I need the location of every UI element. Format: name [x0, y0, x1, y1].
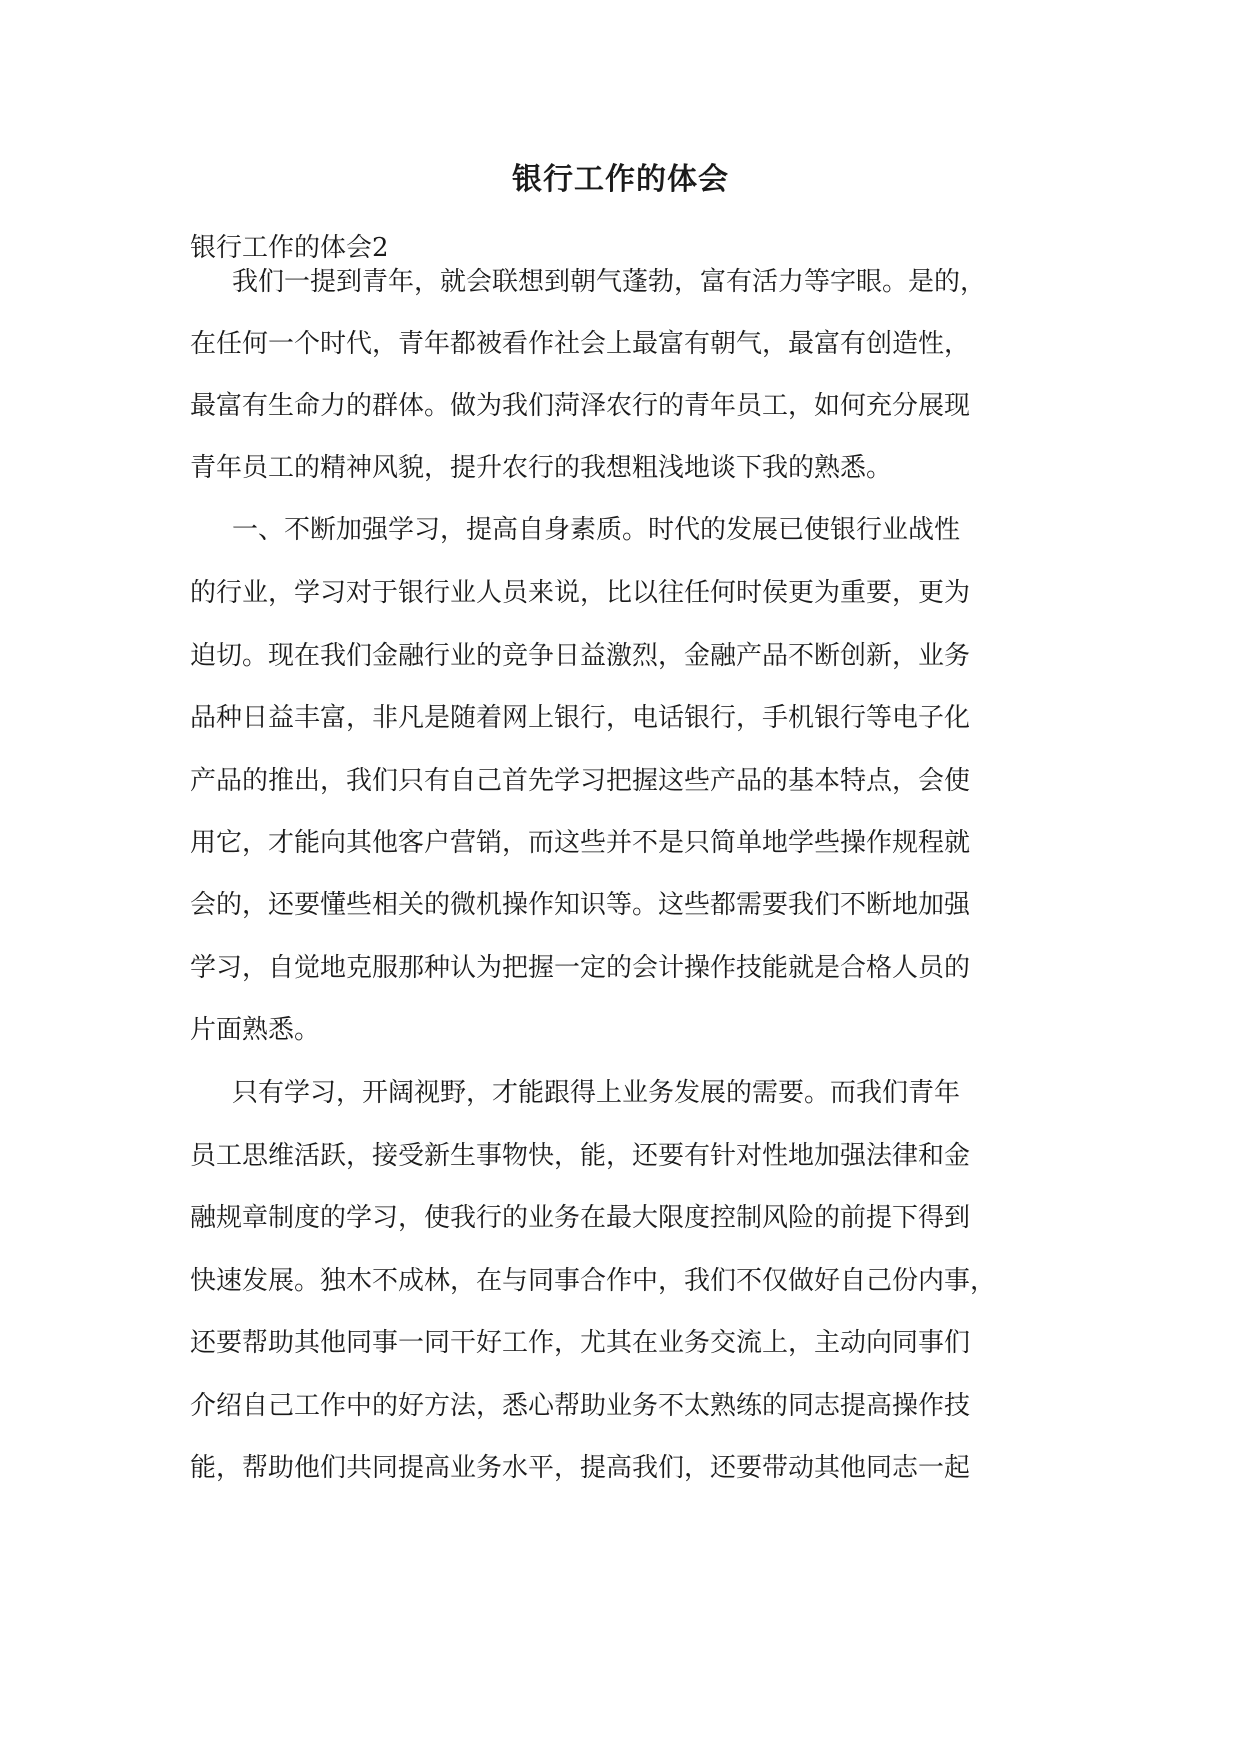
paragraph-line: 产品的推出，我们只有自己首先学习把握这些产品的基本特点，会使 [190, 766, 971, 796]
paragraph-line: 员工思维活跃，接受新生事物快，能，还要有针对性地加强法律和金 [190, 1141, 971, 1171]
paragraph-line: 快速发展。独木不成林，在与同事合作中，我们不仅做好自己份内事， [190, 1266, 997, 1296]
paragraph-line: 学习，自觉地克服那种认为把握一定的会计操作技能就是合格人员的 [190, 953, 971, 983]
paragraph-line: 的行业，学习对于银行业人员来说，比以往任何时侯更为重要，更为 [190, 578, 971, 608]
paragraph-line: 我们一提到青年，就会联想到朝气蓬勃，富有活力等字眼。是的， [232, 267, 987, 297]
paragraph-line: 迫切。现在我们金融行业的竞争日益激烈，金融产品不断创新，业务 [190, 641, 971, 671]
paragraph-line: 用它，才能向其他客户营销，而这些并不是只简单地学些操作规程就 [190, 828, 971, 858]
paragraph-line: 一、不断加强学习，提高自身素质。时代的发展已使银行业战性 [232, 515, 961, 545]
paragraph-line: 介绍自己工作中的好方法，悉心帮助业务不太熟练的同志提高操作技 [190, 1391, 971, 1421]
paragraph-line: 只有学习，开阔视野，才能跟得上业务发展的需要。而我们青年 [232, 1078, 961, 1108]
document-title: 银行工作的体会 [512, 162, 729, 197]
paragraph-line: 在任何一个时代，青年都被看作社会上最富有朝气，最富有创造性， [190, 329, 971, 359]
paragraph-line: 片面熟悉。 [190, 1015, 321, 1045]
paragraph-line: 能，帮助他们共同提高业务水平，提高我们，还要带动其他同志一起 [190, 1453, 971, 1483]
paragraph-line: 青年员工的精神风貌，提升农行的我想粗浅地谈下我的熟悉。 [190, 453, 893, 483]
paragraph-line: 还要帮助其他同事一同干好工作，尤其在业务交流上，主动向同事们 [190, 1328, 971, 1358]
paragraph-line: 会的，还要懂些相关的微机操作知识等。这些都需要我们不断地加强 [190, 890, 971, 920]
paragraph-line: 品种日益丰富，非凡是随着网上银行，电话银行，手机银行等电子化 [190, 703, 971, 733]
paragraph-line: 融规章制度的学习，使我行的业务在最大限度控制风险的前提下得到 [190, 1203, 971, 1233]
paragraph-line: 最富有生命力的群体。做为我们菏泽农行的青年员工，如何充分展现 [190, 391, 971, 421]
document-subtitle: 银行工作的体会2 [190, 233, 389, 263]
